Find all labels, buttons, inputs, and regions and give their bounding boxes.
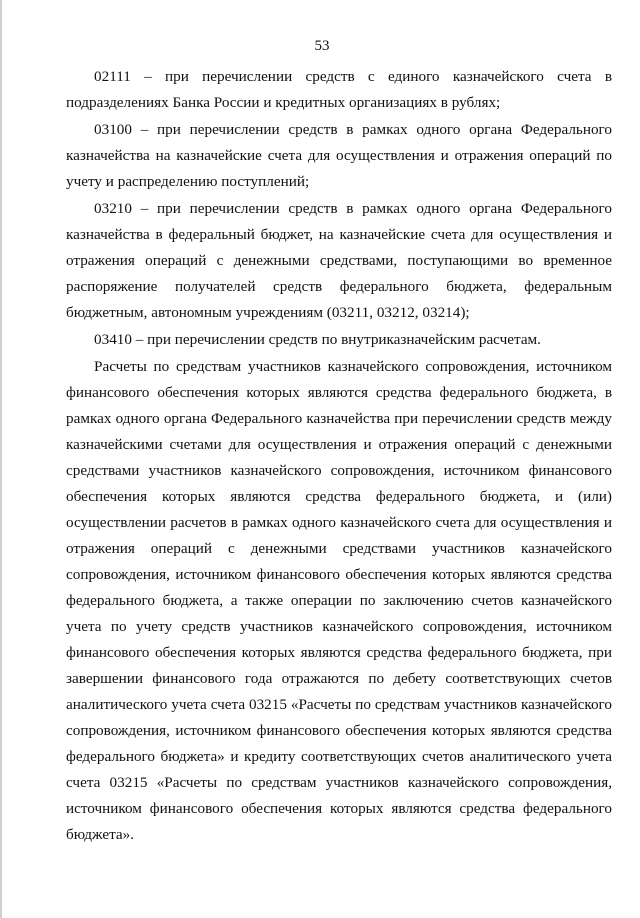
paragraph-03410: 03410 – при перечислении средств по внутриказначейским расчетам.: [94, 331, 541, 348]
paragraph-03210: 03210 – при перечислении средств в рамках одного органа Федерального казначейства в федеральный бюджет, на казначейские счета для осуществления и отражения операций с денежными средствами, поступающими во временное распоряжение получателей средств федерального бюджета, федеральным бюджетным, автономным учреждениям (03211, 03212, 03214);: [66, 200, 612, 321]
paragraph-02111: 02111 – при перечислении средств с единого казначейского счета в подразделениях Банка России и кредитных организациях в рублях;: [66, 68, 612, 111]
document-body: [66, 64, 612, 849]
paragraph-settlements: Расчеты по средствам участников казначейского сопровождения, источником финансового обеспечения которых являются средства федерального бюджета, в рамках одного органа Федерального казначейства при перечислении средств между казначейскими счетами для осуществления и отражения операций с денежными средствами участников казначейского сопровождения, источником финансового обеспечения которых являются средства федерального бюджета, и (или) осуществлении расчетов в рамках одного казначейского счета для осуществления и отражения операций с денежными средствами участников казначейского сопровождения, источником финансового обеспечения которых являются средства федерального бюджета, а также операции по заключению счетов казначейского учета по учету средств участников казначейского сопровождения, источником финансового обеспечения которых являются средства федерального бюджета, при завершении финансового года отражаются по дебету соответствующих счетов аналитического учета счета 03215 «Расчеты по средствам участников казначейского сопровождения, источником финансового обеспечения которых являются средства федерального бюджета» и кредиту соответствующих счетов аналитического учета счета 03215 «Расчеты по средствам участников казначейского сопровождения, источником финансового обеспечения которых являются средства федерального бюджета».: [66, 358, 612, 843]
paragraph-03100: 03100 – при перечислении средств в рамках одного органа Федерального казначейства на казначейские счета для осуществления и отражения операций по учету и распределению поступлений;: [66, 121, 612, 190]
page-number: 53: [314, 38, 330, 54]
